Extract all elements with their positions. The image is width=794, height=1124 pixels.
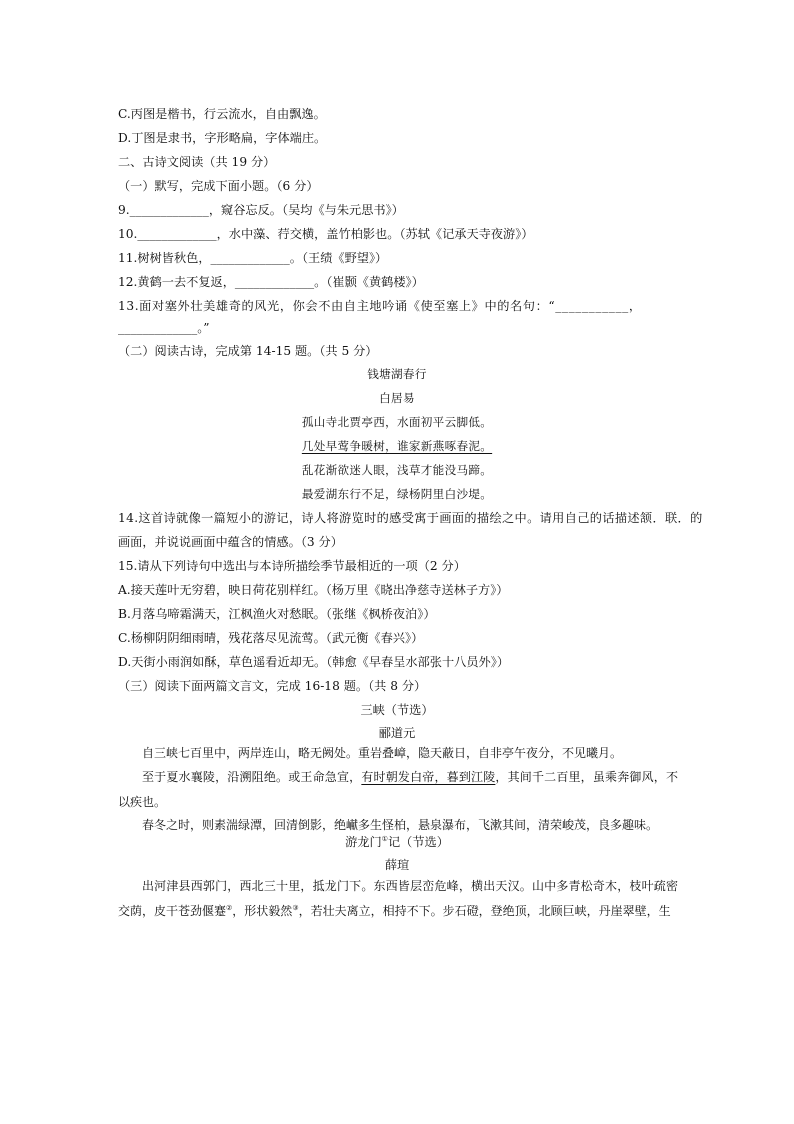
text-2-title xyxy=(0,834,794,850)
text-1-p2-part-b: ，其间千二百里，虽乘奔御风，不以疾也。 xyxy=(118,770,678,809)
question-15-option-a: A.接天莲叶无穷碧，映日荷花别样红。（杨万里《晓出净慈寺送林子方》） xyxy=(118,583,509,597)
poem-line-1: 孤山寺北贾亭西，水面初平云脚低。 xyxy=(301,415,493,429)
question-15-option-d: D.天街小雨润如酥，草色遥看近却无。（韩愈《早春呈水部张十八员外》） xyxy=(118,655,510,669)
text-2-title-b: 记（节选） xyxy=(387,835,449,849)
text-1-paragraph-3: 春冬之时，则素湍绿潭，回清倒影，绝𪩘多生怪柏，悬泉瀑布，飞漱其间，清荣峻茂，良多趣味。 xyxy=(142,818,659,832)
part-1-title: （一）默写，完成下面小题。（6 分） xyxy=(118,179,319,193)
question-11 xyxy=(118,250,387,266)
text-1-p2-part-a: 至于夏水襄陵，沿溯阻绝。或王命急宣， xyxy=(142,770,362,784)
q9-text: ，窥谷忘反。（吴均《与朱元思书》） xyxy=(208,203,404,217)
poem-title: 钱塘湖春行 xyxy=(367,367,427,381)
q12-text-pre: 12.黄鹤一去不复返， xyxy=(118,275,235,289)
q11-blank: _____________ xyxy=(210,251,290,265)
footnote-marker-3: ③ xyxy=(292,903,299,912)
text-1-title: 三峡（节选） xyxy=(360,703,434,717)
text-2-author: 薛瑄 xyxy=(384,858,410,872)
question-13-line-2: _____________。” xyxy=(118,321,210,335)
text-2-p1-part-a: 出河津县西郭门，西北三十里，抵龙门下。东西皆层峦危峰，横出天汉。山中多青松奇木，枝叶疏密交荫，皮干苍劲偃蹇 xyxy=(118,879,678,918)
poem-line-4: 最爱湖东行不足，绿杨阴里白沙堤。 xyxy=(301,487,493,501)
question-10 xyxy=(118,226,533,242)
text-2-paragraph-1 xyxy=(118,874,678,923)
question-15-option-b: B.月落乌啼霜满天，江枫渔火对愁眠。（张继《枫桥夜泊》） xyxy=(118,607,436,621)
q10-text: ，水中藻、荇交横，盖竹柏影也。（苏轼《记承天寺夜游》） xyxy=(216,227,534,241)
question-15-stem: 15.请从下列诗句中选出与本诗所描绘季节最相近的一项（2 分） xyxy=(118,559,466,573)
q9-blank: _____________ xyxy=(129,203,209,217)
section-2-title: 二、古诗文阅读（共 19 分） xyxy=(118,155,276,169)
option-c-previous: C.丙图是楷书，行云流水，自由飘逸。 xyxy=(118,107,326,121)
q11-text-pre: 11.树树皆秋色， xyxy=(118,251,211,265)
text-2-p1-part-c: ，若壮夫离立，相持不下。步石磴，登绝顶，北顾巨峡，丹崖翠壁，生 xyxy=(298,903,671,918)
q10-blank: _____________ xyxy=(137,227,217,241)
poem-author: 白居易 xyxy=(379,391,415,405)
question-14-line-2: 画面，并说说画面中蕴含的情感。（3 分） xyxy=(118,535,343,549)
text-2-p1-part-b: ，形状毅然 xyxy=(232,903,293,918)
footnote-marker-2: ② xyxy=(226,903,233,912)
q12-blank: _____________ xyxy=(234,275,315,289)
poem-line-3: 乱花渐欲迷人眼，浅草才能没马蹄。 xyxy=(301,463,493,477)
text-1-author: 郦道元 xyxy=(378,726,416,740)
q9-number: 9. xyxy=(118,203,130,217)
text-1-paragraph-1: 自三峡七百里中，两岸连山，略无阙处。重岩叠嶂，隐天蔽日，自非亭午夜分，不见曦月。 xyxy=(142,746,623,760)
question-14-line-1: 14.这首诗就像一篇短小的游记，诗人将游览时的感受寓于画面的描绘之中。请用自己的话描述颔．联．的 xyxy=(118,511,703,525)
part-2-title: （二）阅读古诗，完成第 14-15 题。（共 5 分） xyxy=(118,344,378,358)
question-12 xyxy=(118,274,424,290)
text-1-paragraph-2 xyxy=(118,765,678,814)
q11-text-post: 。（王绩《野望》） xyxy=(289,251,388,265)
text-1-p2-underlined: 有时朝发白帝，暮到江陵 xyxy=(361,770,496,784)
poem-line-2-underlined xyxy=(0,438,794,454)
option-d-previous: D.丁图是隶书，字形略扁，字体端庄。 xyxy=(118,131,327,145)
question-15-option-c: C.杨柳阴阴细雨晴，残花落尽见流莺。（武元衡《春兴》） xyxy=(118,631,424,645)
text-2-title-a: 游龙门 xyxy=(345,835,382,849)
part-3-title: （三）阅读下面两篇文言文，完成 16-18 题。（共 8 分） xyxy=(118,679,427,693)
question-13-line-1: 13.面对塞外壮美雄奇的风光，你会不由自主地吟诵《使至塞上》中的名句：“___________， xyxy=(118,299,642,313)
question-9 xyxy=(118,202,404,218)
q10-number: 10. xyxy=(118,227,138,241)
q12-text-post: 。（崔颢《黄鹤楼》） xyxy=(314,275,424,289)
footnote-marker-1: ① xyxy=(381,834,388,843)
poem-line-2-text: 几处早莺争暖树，谁家新燕啄春泥。 xyxy=(301,439,493,453)
